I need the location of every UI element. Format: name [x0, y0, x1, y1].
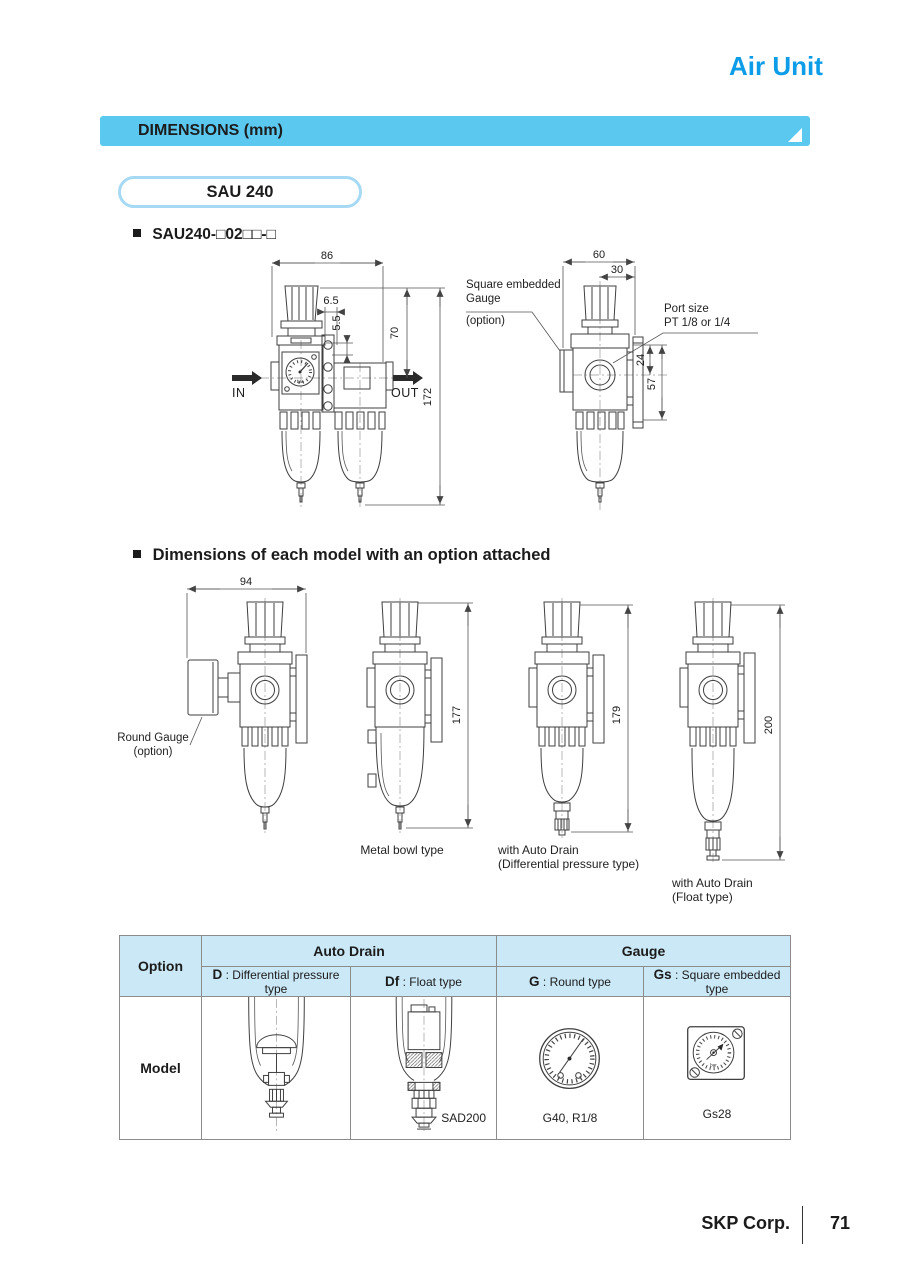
header-auto-drain: Auto Drain: [202, 936, 497, 967]
unit-auto-drain-dp: [529, 598, 633, 838]
subhead-g: G : Round type: [497, 967, 644, 997]
model-code: SAU240-□02□□-□: [152, 226, 276, 243]
model-label-g40: G40, R1/8: [542, 1111, 598, 1125]
lubricator-body: [334, 362, 393, 408]
option-views-drawing: [110, 578, 800, 913]
out-label: OUT: [391, 386, 419, 400]
table-model-row: [120, 997, 791, 1140]
unit-auto-drain-float: [680, 598, 785, 863]
model-pill-label: SAU 240: [206, 183, 274, 201]
svg-text:94: 94: [239, 576, 253, 588]
subhead-df: Df : Float type: [351, 967, 497, 997]
svg-text:179: 179: [611, 705, 623, 725]
subhead-gs: Gs : Square embedded type: [644, 967, 791, 997]
bowl-guards: [280, 412, 385, 429]
in-flow-arrow-icon: [232, 371, 262, 385]
svg-text:57: 57: [646, 377, 658, 391]
regulator-body: [271, 336, 325, 410]
drain-fittings: [297, 483, 364, 502]
square-gauge-callout: Square embedded Gauge: [466, 279, 561, 305]
dim-width-94: [187, 576, 306, 658]
caption-metal-bowl: Metal bowl type: [360, 843, 444, 857]
svg-text:86: 86: [320, 250, 334, 262]
subsection-heading: Dimensions of each model with an option attached: [133, 546, 550, 565]
connector-block: [322, 335, 334, 412]
model-pill: [118, 176, 362, 208]
in-label: IN: [232, 386, 246, 400]
footer-company: SKP Corp.: [701, 1213, 790, 1233]
side-knob: [582, 286, 618, 334]
footer-divider: [802, 1206, 803, 1244]
table-header-row-2: [120, 967, 791, 997]
bullet-square-icon: [133, 229, 141, 237]
svg-text:177: 177: [451, 705, 463, 725]
model-label-gs28: Gs28: [702, 1107, 732, 1121]
drain-dp-drawing: [202, 997, 350, 1137]
port-size-callout: Port size PT 1/8 or 1/4: [664, 303, 731, 329]
table-header-row-1: [120, 936, 791, 967]
caption-auto-drain-float: with Auto Drain (Float type): [672, 876, 753, 904]
filter-bowls: [282, 431, 382, 482]
cell-square-gauge: [644, 997, 791, 1140]
square-gauge-unit-label: bar: [710, 1062, 717, 1068]
pressure-gauge: [282, 352, 319, 394]
svg-text:5.5: 5.5: [331, 315, 343, 331]
mounting-bracket: [627, 337, 643, 428]
dim-width-60: [563, 249, 635, 348]
cell-drain-dp: [202, 997, 351, 1140]
section-bar-label: DIMENSIONS (mm): [138, 122, 283, 139]
bullet-square-icon: [133, 550, 141, 558]
dim-port-height-70: [320, 288, 445, 378]
svg-text:24: 24: [635, 353, 647, 367]
front-view-drawing: [220, 245, 470, 520]
round-gauge-leader: [190, 717, 202, 745]
svg-text:172: 172: [422, 387, 434, 407]
caption-auto-drain-dp: with Auto Drain (Differential pressure type): [498, 843, 640, 871]
option-table: [119, 935, 791, 1140]
section-bar: [100, 116, 810, 146]
regulator-knob: [281, 286, 322, 336]
svg-text:6.5: 6.5: [323, 295, 339, 307]
subhead-d: D : Differential pressure type: [202, 967, 351, 997]
svg-text:70: 70: [389, 326, 401, 340]
out-flow-arrow-icon: [393, 371, 423, 385]
cell-drain-float: [351, 997, 497, 1140]
square-gauge-option: (option): [466, 315, 505, 327]
dim-height-200: [722, 605, 785, 860]
cell-round-gauge: [497, 997, 644, 1140]
dim-height-179: [571, 605, 633, 832]
model-label-sad200: SAD200: [441, 1111, 486, 1125]
unit-round-gauge: [187, 576, 307, 836]
svg-text:60: 60: [592, 249, 606, 261]
dim-gauge-offset-5-5: [326, 315, 353, 363]
footer-page-number: 71: [829, 1213, 851, 1233]
unit-metal-bowl: [367, 598, 473, 833]
row-label-model: Model: [120, 997, 202, 1140]
fold-corner-icon: [788, 128, 802, 142]
page-title: Air Unit: [729, 51, 823, 81]
square-embedded-gauge: [560, 350, 573, 392]
svg-text:200: 200: [763, 715, 775, 735]
gauge-unit-label: bar: [296, 379, 304, 384]
header-option: Option: [120, 936, 202, 997]
svg-text:30: 30: [610, 264, 624, 276]
dim-center-30: [599, 264, 635, 277]
model-code-line: [133, 226, 276, 244]
round-gauge-callout: Round Gauge (option): [117, 732, 189, 758]
header-gauge: Gauge: [497, 936, 791, 967]
